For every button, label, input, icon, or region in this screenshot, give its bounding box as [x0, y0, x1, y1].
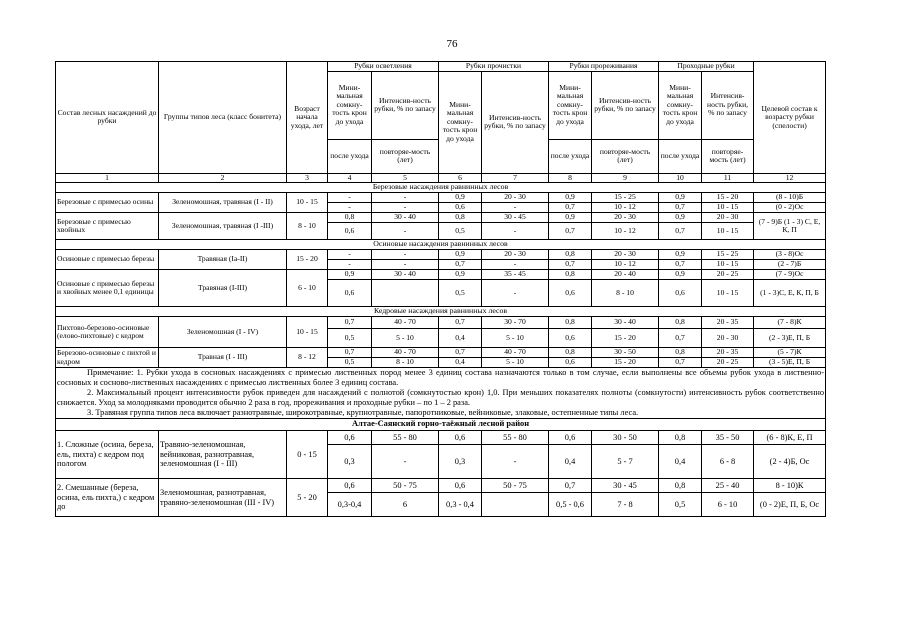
cell: 30 - 70	[482, 317, 549, 329]
header-repeat: повторяе-мость (лет)	[372, 139, 439, 173]
cell: 0,8	[659, 317, 702, 329]
cell: 0,7	[659, 203, 702, 213]
cell: 20 - 30	[482, 250, 549, 260]
header-col3: Возраст начала ухода, лет	[287, 62, 328, 174]
col-number: 9	[592, 173, 659, 183]
target-composition: (2 - 7)Б	[754, 260, 826, 270]
cell: 30 - 40	[372, 270, 439, 280]
header-min-closure: Мини-мальная сомкну-тость крон до ухода	[659, 71, 702, 139]
start-age: 8 - 12	[287, 348, 328, 368]
cell: 20 - 30	[592, 250, 659, 260]
cell: 20 - 25	[702, 358, 754, 368]
cell: 0,8	[659, 431, 702, 445]
header-group-3: Рубки прореживания	[549, 62, 659, 72]
cell: 0,7	[659, 223, 702, 240]
cell: 0,7	[328, 348, 372, 358]
cell: 0,5	[439, 280, 482, 307]
cell: 0,7	[328, 317, 372, 329]
cell: 0,8	[549, 270, 592, 280]
col-number: 10	[659, 173, 702, 183]
col-number: 7	[482, 173, 549, 183]
cell: 0,8	[549, 250, 592, 260]
cell: 30 - 50	[592, 431, 659, 445]
cell: 40 - 70	[372, 348, 439, 358]
cell: 20 - 35	[702, 348, 754, 358]
header-after-care: после ухода	[549, 139, 592, 173]
header-group-2: Рубки прочистки	[439, 62, 549, 72]
cell: 0,6	[328, 223, 372, 240]
col-number: 2	[159, 173, 287, 183]
cell: 6 - 10	[702, 493, 754, 517]
col-number: 5	[372, 173, 439, 183]
forest-type: Зеленомошная, травяная (I -III)	[159, 213, 287, 240]
cell: 0,9	[659, 213, 702, 223]
cell: 0,6	[439, 479, 482, 493]
cell: 30 - 45	[592, 479, 659, 493]
cell: 0,8	[659, 479, 702, 493]
col-number: 4	[328, 173, 372, 183]
cell: 8 - 10	[372, 358, 439, 368]
cell: 0,6	[549, 280, 592, 307]
stand-composition: 1. Сложные (осина, береза, ель, пихта) с кедром под пологом	[56, 431, 159, 479]
cell: 0,7	[439, 260, 482, 270]
header-col2: Группы типов леса (класс бонитета)	[159, 62, 287, 174]
cell: 20 - 40	[592, 270, 659, 280]
header-intensity: Интенсив-ность рубки, % по запасу	[372, 71, 439, 139]
header-intensity: Интенсив-ность рубки, % по запасу	[702, 71, 754, 139]
cell: -	[372, 203, 439, 213]
cell: 0,6	[659, 280, 702, 307]
cell: 0,4	[549, 445, 592, 479]
cell: 0,8	[439, 213, 482, 223]
cell: 5 - 7	[592, 445, 659, 479]
start-age: 6 - 10	[287, 270, 328, 307]
cell: 0,3	[328, 445, 372, 479]
page-number: 76	[446, 38, 458, 50]
cell: 0,9	[328, 270, 372, 280]
cell: 55 - 80	[482, 431, 549, 445]
cell: 20 - 30	[592, 213, 659, 223]
cell: 0,9	[439, 270, 482, 280]
cell: -	[328, 260, 372, 270]
cell: 0,9	[659, 193, 702, 203]
header-col1: Состав лесных насаждений до рубки	[56, 62, 159, 174]
header-col12: Целевой состав к возрасту рубки (спелости)	[754, 62, 826, 174]
header-after-care: после ухода	[328, 139, 372, 173]
cell: 0,9	[439, 193, 482, 203]
cell: 55 - 80	[372, 431, 439, 445]
stand-composition: Осиновые с примесью березы и хвойных менее 0,1 единицы	[56, 270, 159, 307]
start-age: 8 - 10	[287, 213, 328, 240]
cell: 0,3-0,4	[328, 493, 372, 517]
cell: 50 - 75	[372, 479, 439, 493]
cell: 5 - 10	[482, 358, 549, 368]
cell: 40 - 70	[372, 317, 439, 329]
cell: 0,9	[549, 193, 592, 203]
cell: 30 - 50	[592, 348, 659, 358]
cell: 40 - 70	[482, 348, 549, 358]
column-numbers-row	[56, 173, 826, 183]
header-after-care: после ухода	[659, 139, 702, 173]
cell: 10 - 15	[702, 203, 754, 213]
cell: 50 - 75	[482, 479, 549, 493]
cell: 0,5	[328, 358, 372, 368]
table-row	[56, 193, 826, 203]
note-2: 2. Максимальный процент интенсивности рубок приведен для насаждений с полнотой (сомкнутостью крон) 1,0. При меньших показателях полноты (сомкнутости) интенсивность рубок соответственно снижается. Уход за молодняками проводится обычно 2 раза в год, прореживания и проходные рубки – по 1 – 2 раза.	[57, 388, 825, 407]
start-age: 10 - 15	[287, 317, 328, 348]
cell: 30 - 45	[482, 213, 549, 223]
cell: 10 - 12	[592, 203, 659, 213]
cell: -	[482, 203, 549, 213]
target-composition: (5 - 7)К	[754, 348, 826, 358]
table-row	[56, 270, 826, 280]
cell: 0,8	[549, 317, 592, 329]
cell: 0,7	[439, 348, 482, 358]
cell: 0,7	[549, 479, 592, 493]
target-composition: (0 - 2)Е, П, Б, Ос	[754, 493, 826, 517]
col-number: 12	[754, 173, 826, 183]
cell: 20 - 30	[482, 193, 549, 203]
cell: 0,5	[439, 223, 482, 240]
cell: 0,6	[328, 280, 372, 307]
target-composition: (1 - 3)С, Е, К, П, Б	[754, 280, 826, 307]
cell: 10 - 15	[702, 223, 754, 240]
cell: 0,8	[328, 213, 372, 223]
cell: 0,4	[659, 445, 702, 479]
forest-type: Зеленомошная, травяная (I - II)	[159, 193, 287, 213]
notes	[56, 368, 826, 419]
target-composition: (7 - 9)Б (1 - 3) С, Е, К, П	[754, 213, 826, 240]
cell: 8 - 10	[592, 280, 659, 307]
cell: 0,7	[549, 223, 592, 240]
cell: 35 - 45	[482, 270, 549, 280]
header-min-closure: Мини-мальная сомкну-тость крон до ухода	[549, 71, 592, 139]
target-composition: (2 - 3)Е, П, Б	[754, 329, 826, 348]
cell: 20 - 30	[702, 329, 754, 348]
cell: 0,6	[328, 479, 372, 493]
cell: 20 - 35	[702, 317, 754, 329]
cell: -	[482, 260, 549, 270]
forest-type: Травяная (Iа-II)	[159, 250, 287, 270]
cell: 10 - 12	[592, 223, 659, 240]
cell: 15 - 25	[592, 193, 659, 203]
cell: -	[482, 445, 549, 479]
cell: 0,6	[439, 431, 482, 445]
start-age: 5 - 20	[287, 479, 328, 517]
forest-type: Травная (I - III)	[159, 348, 287, 368]
cell: 0,6	[439, 203, 482, 213]
cell: 0,6	[549, 329, 592, 348]
target-composition: (8 - 10)Б	[754, 193, 826, 203]
cell: 0,7	[439, 317, 482, 329]
forest-type: Травяно-зеленомошная, вейниковая, разнотравная, зеленомошная (I - III)	[159, 431, 287, 479]
cell: 0,7	[659, 260, 702, 270]
cell: 15 - 25	[702, 250, 754, 260]
cell: 0,8	[549, 348, 592, 358]
header-intensity: Интенсив-ность рубки, % по запасу	[482, 71, 549, 173]
forest-type: Зеленомошная (I - IV)	[159, 317, 287, 348]
cell: -	[482, 223, 549, 240]
col-number: 11	[702, 173, 754, 183]
target-composition: (7 - 8)К	[754, 317, 826, 329]
cell: 15 - 20	[592, 329, 659, 348]
stand-composition: Березовые с примесью осины	[56, 193, 159, 213]
cell: -	[482, 280, 549, 307]
stand-composition: Березовые с примесью хвойных	[56, 213, 159, 240]
cell: 0,6	[549, 358, 592, 368]
cell: 0,3 - 0,4	[439, 493, 482, 517]
cell: 15 - 20	[592, 358, 659, 368]
cell: -	[372, 250, 439, 260]
cell: 0,8	[659, 348, 702, 358]
cell: 0,7	[659, 358, 702, 368]
target-composition: (3 - 8)Ос	[754, 250, 826, 260]
table-row	[56, 431, 826, 445]
col-number: 1	[56, 173, 159, 183]
header-repeat: повторяе-мость (лет)	[702, 139, 754, 173]
cell: 0,5	[659, 493, 702, 517]
cell: -	[328, 250, 372, 260]
stand-composition: Осиновые с примесью березы	[56, 250, 159, 270]
stand-composition: 2. Смешанные (береза, осина, ель пихта,) с кедром до	[56, 479, 159, 517]
cell: 0,6	[328, 431, 372, 445]
header-min-closure: Мини-мальная сомкну-тость крон до ухода	[439, 71, 482, 173]
cell: 0,6	[549, 431, 592, 445]
cell: 0,3	[439, 445, 482, 479]
region-title: Алтае-Саянский горно-таёжный лесной район	[56, 419, 826, 431]
cell: 10 - 15	[702, 260, 754, 270]
note-3: 3. Травяная группа типов леса включает разнотравные, широкотравные, крупнотравные, папоротниковые, вейниковые, злаковые, остепненные типы леса.	[87, 408, 639, 417]
cell: -	[372, 193, 439, 203]
header-intensity: Интенсив-ность рубки, % по запасу	[592, 71, 659, 139]
start-age: 0 - 15	[287, 431, 328, 479]
document-body	[55, 61, 825, 517]
cell: 0,9	[659, 250, 702, 260]
start-age: 15 - 20	[287, 250, 328, 270]
cell: 20 - 25	[702, 270, 754, 280]
cell: 10 - 15	[702, 280, 754, 307]
section-title: Кедровые насаждения равнинных лесов	[56, 307, 826, 317]
section-title: Осиновые насаждения равнинных лесов	[56, 240, 826, 250]
cell: -	[372, 445, 439, 479]
col-number: 3	[287, 173, 328, 183]
col-number: 8	[549, 173, 592, 183]
cell: 0,9	[439, 250, 482, 260]
table-row	[56, 479, 826, 493]
cell: 35 - 50	[702, 431, 754, 445]
target-composition: (2 - 4)Б, Ос	[754, 445, 826, 479]
table-row	[56, 317, 826, 329]
cell: -	[328, 203, 372, 213]
start-age: 10 - 15	[287, 193, 328, 213]
cell: 25 - 40	[702, 479, 754, 493]
cell: -	[372, 223, 439, 240]
target-composition: (3 - 5)Е, П, Б	[754, 358, 826, 368]
table-row	[56, 348, 826, 358]
stand-composition: Березово-осиновые с пихтой и кедром	[56, 348, 159, 368]
cell: 5 - 10	[372, 329, 439, 348]
header-group-4: Проходные рубки	[659, 62, 754, 72]
target-composition: (0 - 2)Ос	[754, 203, 826, 213]
section-title: Березовые насаждения равнинных лесов	[56, 183, 826, 193]
cell: 0,4	[439, 329, 482, 348]
cell: 0,7	[549, 260, 592, 270]
target-composition: 8 - 10)К	[754, 479, 826, 493]
cell: 0,4	[439, 358, 482, 368]
forest-type: Травяная (I-III)	[159, 270, 287, 307]
notes-row	[56, 368, 826, 419]
cell: 30 - 40	[372, 213, 439, 223]
cell: 0,7	[659, 329, 702, 348]
table-row	[56, 213, 826, 223]
thinning-table	[55, 61, 826, 517]
col-number: 6	[439, 173, 482, 183]
note-1: Примечание: 1. Рубки ухода в сосновых насаждениях с примесью лиственных пород менее 3 единиц состава назначаются только в том случае, если выполнены все объемы рубок ухода в лиственно-сосновых и сосново-лиственных насаждениях с примесью лиственных более 3 единиц состава.	[57, 368, 825, 387]
target-composition: (6 - 8)К, Е, П	[754, 431, 826, 445]
cell: 0,7	[549, 203, 592, 213]
cell	[372, 280, 439, 307]
header-min-closure: Мини-мальная сомкну-тость крон до ухода	[328, 71, 372, 139]
cell: 0,5 - 0,6	[549, 493, 592, 517]
header-repeat: повторяе-мость (лет)	[592, 139, 659, 173]
cell: -	[328, 193, 372, 203]
cell: 5 - 10	[482, 329, 549, 348]
cell: 0,9	[659, 270, 702, 280]
cell	[482, 493, 549, 517]
cell: 10 - 12	[592, 260, 659, 270]
cell: 7 - 8	[592, 493, 659, 517]
cell: 6 - 8	[702, 445, 754, 479]
cell: 30 - 40	[592, 317, 659, 329]
header-group-1: Рубки осветления	[328, 62, 439, 72]
cell: 0,9	[549, 213, 592, 223]
cell: 6	[372, 493, 439, 517]
target-composition: (7 - 9)Ос	[754, 270, 826, 280]
table-row	[56, 250, 826, 260]
cell: 0,5	[328, 329, 372, 348]
forest-type: Зеленомошная, разнотравная, травяно-зеленомошная (III - IV)	[159, 479, 287, 517]
cell: 15 - 20	[702, 193, 754, 203]
cell: 20 - 30	[702, 213, 754, 223]
cell: -	[372, 260, 439, 270]
stand-composition: Пихтово-березово-осиновые (елово-пихтовые) с кедром	[56, 317, 159, 348]
